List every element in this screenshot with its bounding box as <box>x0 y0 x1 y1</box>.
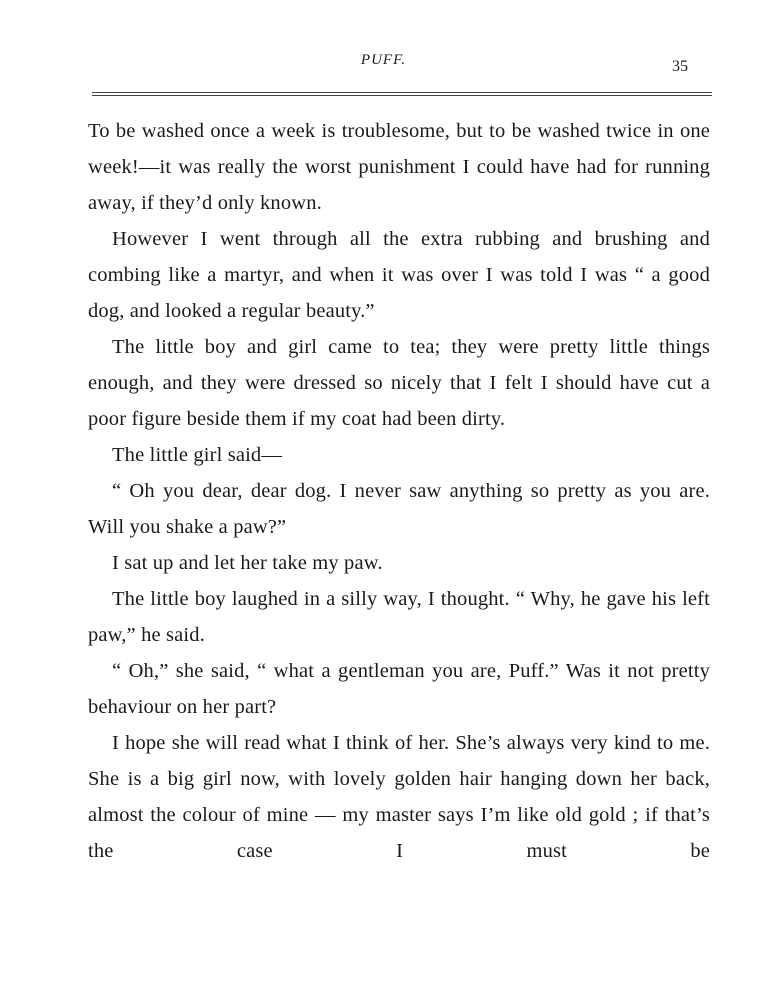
body-text <box>88 113 710 869</box>
running-title: PUFF. <box>360 52 407 68</box>
paragraph: To be washed once a week is troublesome, but to be washed twice in one week!—it was really the worst punishment I could have had for running away, if they’d only known. <box>88 120 710 214</box>
paragraph: The little boy and girl came to tea; they were pretty little things enough, and they were dressed so nicely that I felt I should have cut a poor figure beside them if my coat had been dirty. <box>88 336 710 430</box>
paragraph: “ Oh,” she said, “ what a gentleman you are, Puff.” Was it not pretty behaviour on her part? <box>88 660 710 718</box>
paragraph: “ Oh you dear, dear dog. I never saw anything so pretty as you are. Will you shake a paw?” <box>88 480 710 538</box>
paragraph: However I went through all the extra rubbing and brushing and combing like a martyr, and when it was over I was told I was “ a good dog, and looked a regular beauty.” <box>88 228 710 322</box>
paragraph: The little boy laughed in a silly way, I thought. “ Why, he gave his left paw,” he said. <box>88 588 710 646</box>
paragraph: The little girl said— <box>112 444 282 466</box>
paragraph: I hope she will read what I think of her. She’s always very kind to me. She is a big girl now, with lovely golden hair hanging down her back, almost the colour of mine — my master says I’m like old gold ; if that’s the case I must be <box>88 732 710 862</box>
header-rule <box>92 92 712 96</box>
paragraph: I sat up and let her take my paw. <box>112 552 383 574</box>
page-number: 35 <box>672 58 688 75</box>
